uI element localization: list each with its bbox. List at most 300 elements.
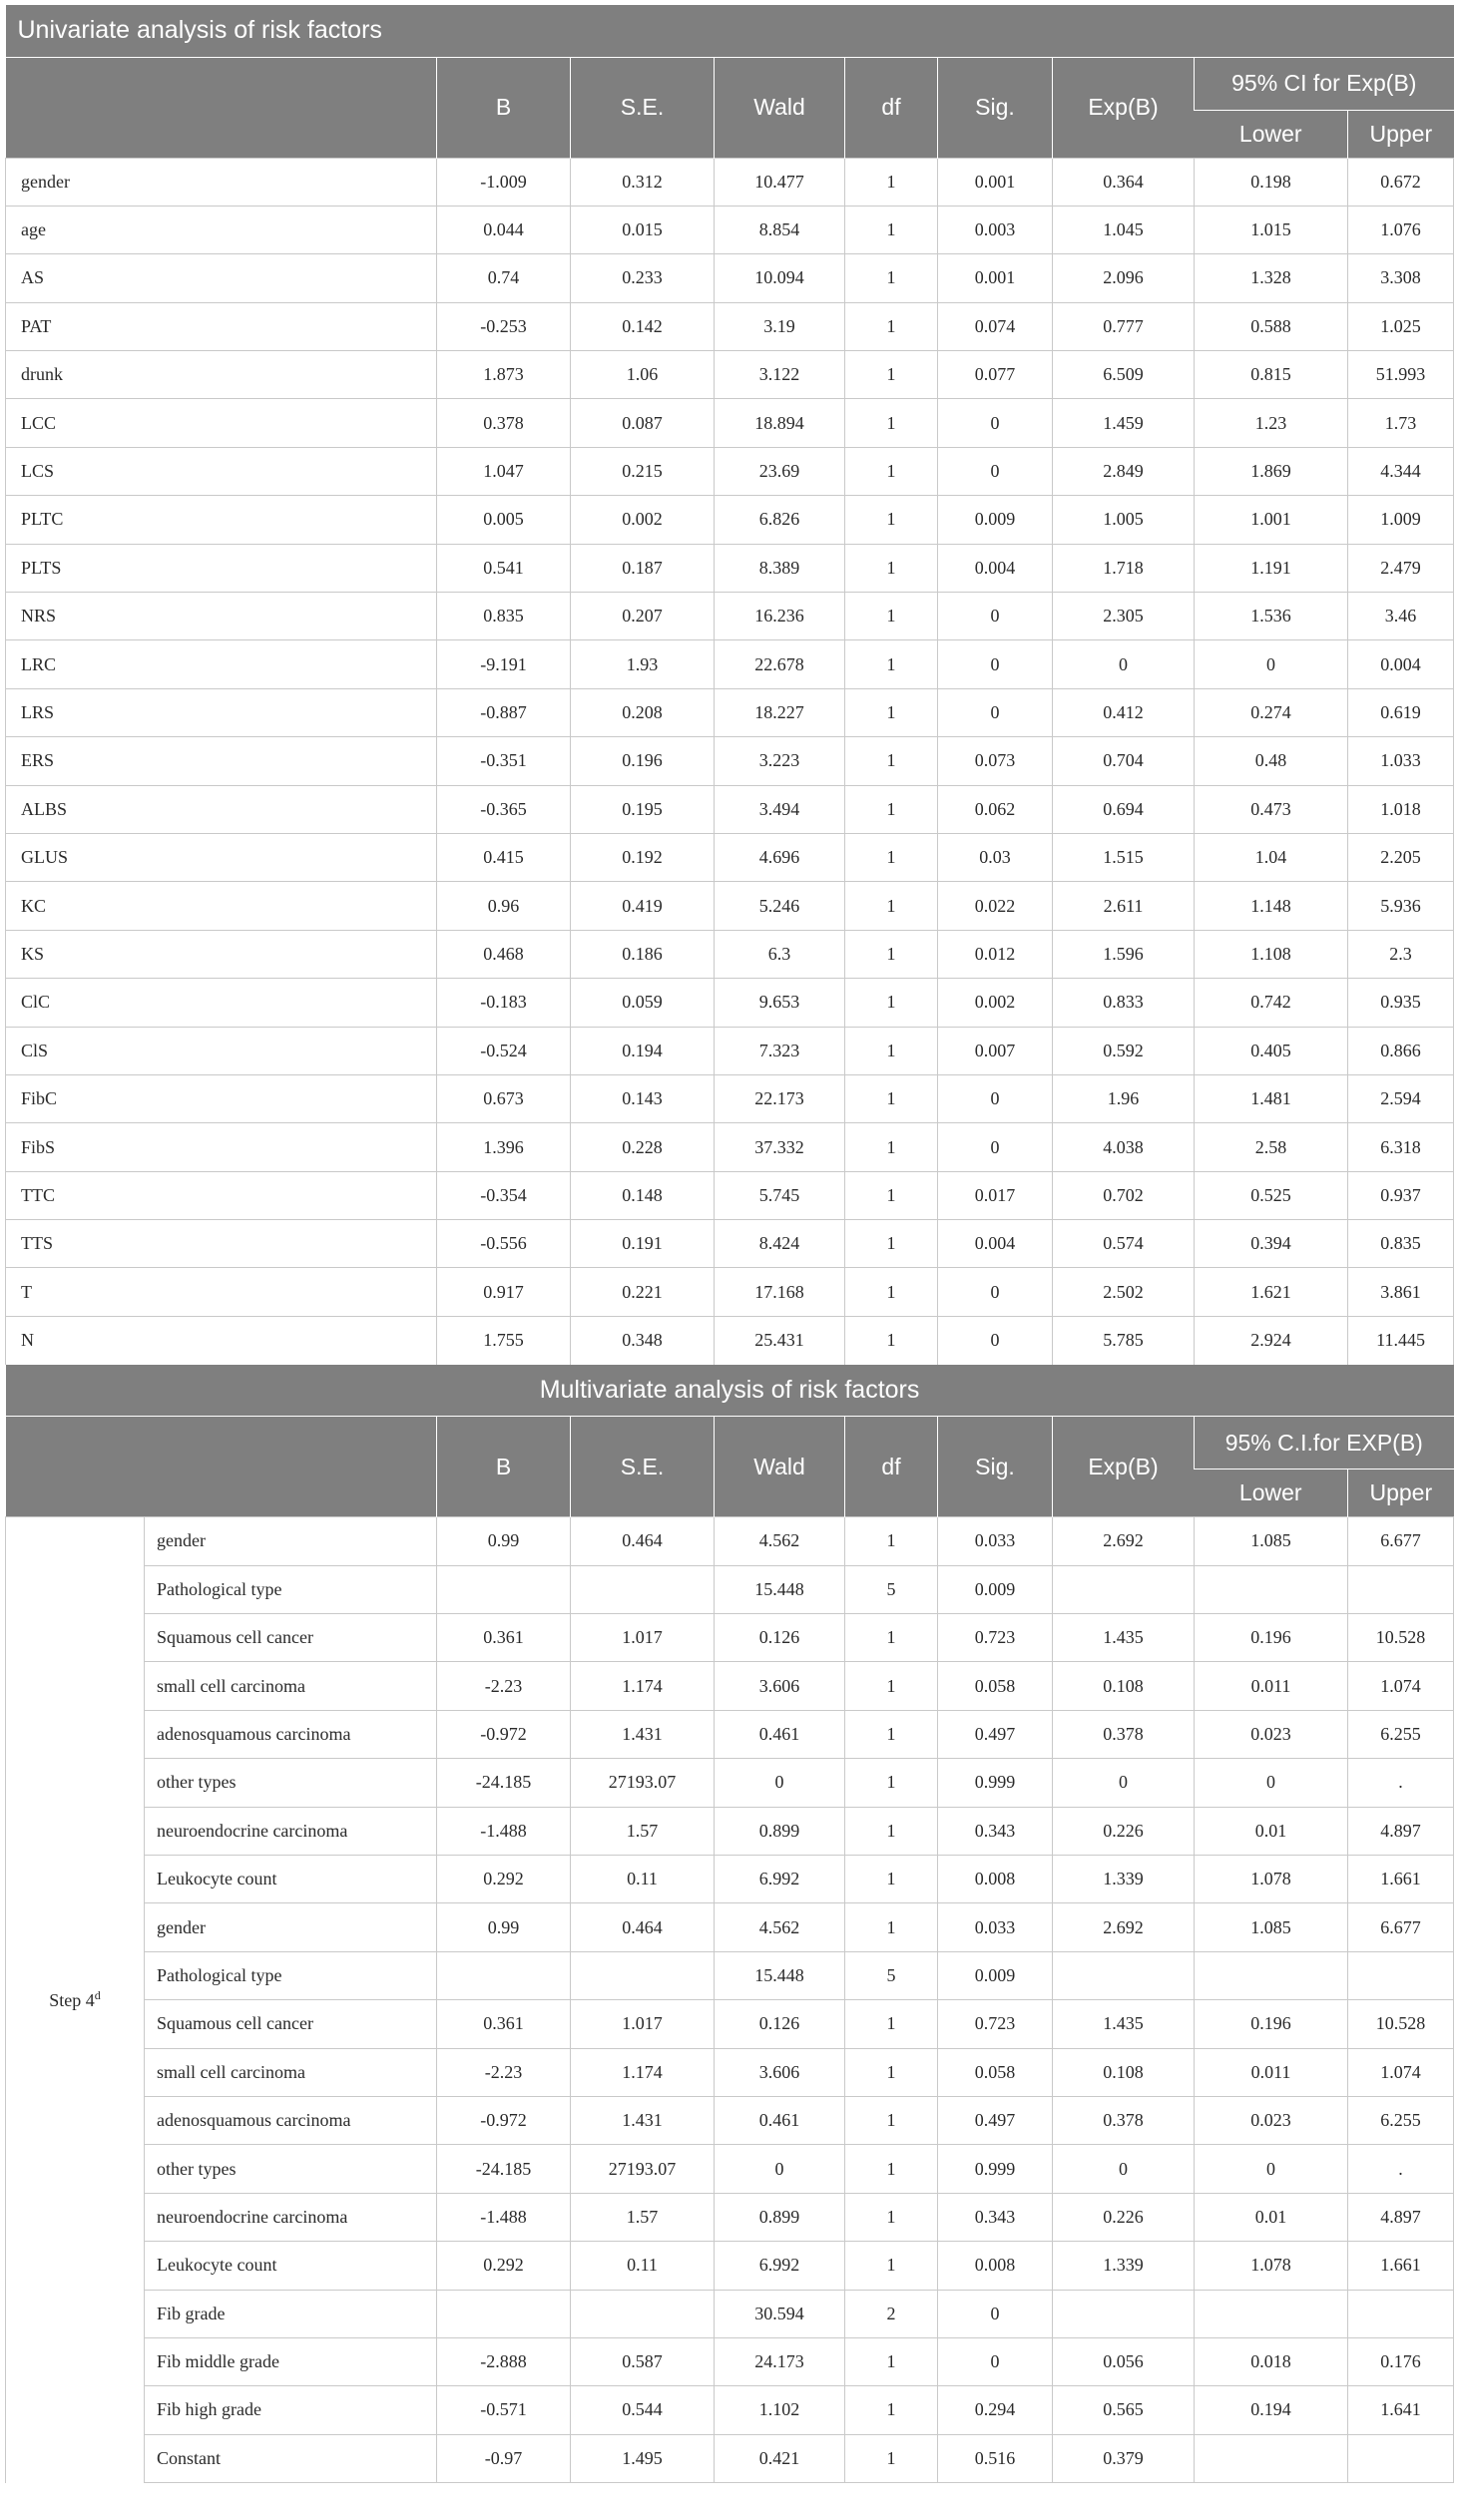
risk-factor-table bbox=[5, 5, 1454, 2483]
variable-name: Leukocyte count bbox=[145, 1856, 437, 1903]
table-row bbox=[6, 2145, 1454, 2193]
variable-name: Constant bbox=[145, 2434, 437, 2482]
regression-tables bbox=[5, 5, 1453, 2483]
table-cell: 0 bbox=[938, 399, 1053, 447]
table-row bbox=[6, 1662, 1454, 1710]
table-row bbox=[6, 206, 1454, 253]
table-cell: 3.494 bbox=[715, 785, 845, 833]
table-cell: 1.481 bbox=[1195, 1074, 1348, 1122]
table-cell: 8.424 bbox=[715, 1220, 845, 1268]
table-cell: 0.702 bbox=[1053, 1171, 1195, 1219]
header-expb: Exp(B) bbox=[1053, 57, 1195, 158]
variable-name: Fib high grade bbox=[145, 2386, 437, 2434]
table-cell: 0.461 bbox=[715, 1710, 845, 1758]
table-cell: 1.074 bbox=[1348, 2048, 1454, 2096]
variable-name: N bbox=[6, 1316, 437, 1364]
table-cell: 1.57 bbox=[571, 1807, 715, 1855]
table-cell: 0.004 bbox=[1348, 640, 1454, 688]
table-cell: 0.192 bbox=[571, 833, 715, 881]
table-cell: 0.004 bbox=[938, 544, 1053, 592]
header-se: S.E. bbox=[571, 1417, 715, 1517]
table-cell: 1 bbox=[845, 737, 938, 785]
table-cell: 0.143 bbox=[571, 1074, 715, 1122]
table-cell: 0.574 bbox=[1053, 1220, 1195, 1268]
table-cell: 0.058 bbox=[938, 2048, 1053, 2096]
table-cell: 1.076 bbox=[1348, 206, 1454, 253]
table-cell: 0 bbox=[938, 1123, 1053, 1171]
table-cell: 22.173 bbox=[715, 1074, 845, 1122]
table-cell: 1.078 bbox=[1195, 1856, 1348, 1903]
variable-name: small cell carcinoma bbox=[145, 2048, 437, 2096]
table-row bbox=[6, 158, 1454, 206]
table-cell: 0.292 bbox=[437, 1856, 571, 1903]
table-cell: 0.497 bbox=[938, 1710, 1053, 1758]
table-cell: 0.002 bbox=[571, 496, 715, 544]
table-cell: 2 bbox=[845, 2290, 938, 2337]
table-cell: 1 bbox=[845, 158, 938, 206]
table-cell: 0.937 bbox=[1348, 1171, 1454, 1219]
table-cell: -0.365 bbox=[437, 785, 571, 833]
table-row bbox=[6, 2193, 1454, 2241]
table-cell: 0 bbox=[938, 1074, 1053, 1122]
table-cell: 15.448 bbox=[715, 1951, 845, 1999]
table-cell: 2.502 bbox=[1053, 1268, 1195, 1316]
table-row bbox=[6, 1268, 1454, 1316]
table-cell: 2.611 bbox=[1053, 882, 1195, 930]
table-cell bbox=[1195, 1951, 1348, 1999]
table-cell: 1 bbox=[845, 979, 938, 1027]
table-cell bbox=[1348, 1565, 1454, 1613]
table-cell: 1.191 bbox=[1195, 544, 1348, 592]
table-cell: -0.354 bbox=[437, 1171, 571, 1219]
table-cell: 1 bbox=[845, 2145, 938, 2193]
table-cell bbox=[1053, 1565, 1195, 1613]
table-row bbox=[6, 351, 1454, 399]
table-cell: 1.04 bbox=[1195, 833, 1348, 881]
variable-name: FibS bbox=[6, 1123, 437, 1171]
table-cell: 0.009 bbox=[938, 1565, 1053, 1613]
table-cell: 0.002 bbox=[938, 979, 1053, 1027]
table-cell: 0.004 bbox=[938, 1220, 1053, 1268]
table-cell: 0.468 bbox=[437, 930, 571, 978]
header-b: B bbox=[437, 1417, 571, 1517]
table-cell: 0.292 bbox=[437, 2242, 571, 2290]
variable-name: FibC bbox=[6, 1074, 437, 1122]
table-cell: 10.528 bbox=[1348, 1614, 1454, 1662]
table-cell: 0.196 bbox=[1195, 2000, 1348, 2048]
header-wald: Wald bbox=[715, 1417, 845, 1517]
header-ci-upper: Upper bbox=[1348, 1470, 1454, 1517]
table-cell: 0.274 bbox=[1195, 688, 1348, 736]
table-row bbox=[6, 688, 1454, 736]
table-cell: 1.033 bbox=[1348, 737, 1454, 785]
table-cell: 4.038 bbox=[1053, 1123, 1195, 1171]
table-cell: 0.059 bbox=[571, 979, 715, 1027]
table-cell: 1 bbox=[845, 2434, 938, 2482]
table-cell: 0.142 bbox=[571, 302, 715, 350]
table-cell: 0.023 bbox=[1195, 1710, 1348, 1758]
table-cell: 1.005 bbox=[1053, 496, 1195, 544]
table-cell: 1.431 bbox=[571, 1710, 715, 1758]
table-cell: 0.999 bbox=[938, 2145, 1053, 2193]
table-cell: 0.899 bbox=[715, 2193, 845, 2241]
table-cell: 3.861 bbox=[1348, 1268, 1454, 1316]
table-cell: 0 bbox=[715, 1759, 845, 1807]
table-cell: 0.186 bbox=[571, 930, 715, 978]
table-cell: 0.005 bbox=[437, 496, 571, 544]
table-cell: 1 bbox=[845, 833, 938, 881]
table-cell: 0.007 bbox=[938, 1027, 1053, 1074]
table-row bbox=[6, 737, 1454, 785]
table-cell: 1.718 bbox=[1053, 544, 1195, 592]
table-cell: 1.661 bbox=[1348, 2242, 1454, 2290]
table-cell: 0 bbox=[1053, 1759, 1195, 1807]
table-cell: 0.126 bbox=[715, 2000, 845, 2048]
table-cell: 0.073 bbox=[938, 737, 1053, 785]
table-cell: 0.899 bbox=[715, 1807, 845, 1855]
table-cell: 0.815 bbox=[1195, 351, 1348, 399]
table-cell: -24.185 bbox=[437, 2145, 571, 2193]
table-cell: 5.785 bbox=[1053, 1316, 1195, 1364]
table-cell: 0.226 bbox=[1053, 2193, 1195, 2241]
table-cell: 4.344 bbox=[1348, 447, 1454, 495]
table-cell: 16.236 bbox=[715, 593, 845, 640]
table-cell: 1 bbox=[845, 1614, 938, 1662]
table-cell: 7.323 bbox=[715, 1027, 845, 1074]
table-row bbox=[6, 640, 1454, 688]
table-cell: 0.215 bbox=[571, 447, 715, 495]
table-cell: 0.361 bbox=[437, 2000, 571, 2048]
table-row bbox=[6, 399, 1454, 447]
table-cell: -0.183 bbox=[437, 979, 571, 1027]
variable-name: age bbox=[6, 206, 437, 253]
table-cell: 0.108 bbox=[1053, 2048, 1195, 2096]
table-cell: 1.755 bbox=[437, 1316, 571, 1364]
table-cell: 0 bbox=[715, 2145, 845, 2193]
table-cell: 0.312 bbox=[571, 158, 715, 206]
variable-name: PAT bbox=[6, 302, 437, 350]
table-cell: 0.364 bbox=[1053, 158, 1195, 206]
table-cell: 1 bbox=[845, 1220, 938, 1268]
table-cell: 0.415 bbox=[437, 833, 571, 881]
table-cell: 1.435 bbox=[1053, 1614, 1195, 1662]
table-cell: 0.022 bbox=[938, 882, 1053, 930]
table-cell: 0.221 bbox=[571, 1268, 715, 1316]
table-row bbox=[6, 882, 1454, 930]
table-cell: 51.993 bbox=[1348, 351, 1454, 399]
table-cell: 1.017 bbox=[571, 2000, 715, 2048]
variable-name: PLTC bbox=[6, 496, 437, 544]
table-cell bbox=[1053, 1951, 1195, 1999]
variable-name: Squamous cell cancer bbox=[145, 1614, 437, 1662]
variable-name: ALBS bbox=[6, 785, 437, 833]
table-cell: 1 bbox=[845, 1316, 938, 1364]
variable-name: adenosquamous carcinoma bbox=[145, 1710, 437, 1758]
table-cell: 2.58 bbox=[1195, 1123, 1348, 1171]
table-cell: 1 bbox=[845, 447, 938, 495]
header-b: B bbox=[437, 57, 571, 158]
table-cell: 1 bbox=[845, 1759, 938, 1807]
table-cell: 0.833 bbox=[1053, 979, 1195, 1027]
table-cell: 1.621 bbox=[1195, 1268, 1348, 1316]
table-cell: 0.176 bbox=[1348, 2337, 1454, 2385]
variable-name: KC bbox=[6, 882, 437, 930]
table-cell: 1 bbox=[845, 2000, 938, 2048]
table-cell: 1.047 bbox=[437, 447, 571, 495]
table-cell: 1.873 bbox=[437, 351, 571, 399]
header-expb: Exp(B) bbox=[1053, 1417, 1195, 1517]
table-cell: 0.419 bbox=[571, 882, 715, 930]
table-cell: 1.174 bbox=[571, 2048, 715, 2096]
table-cell: 0.464 bbox=[571, 1517, 715, 1565]
table-cell bbox=[1195, 2290, 1348, 2337]
table-cell: 1 bbox=[845, 1807, 938, 1855]
table-cell: 1 bbox=[845, 1027, 938, 1074]
table-row bbox=[6, 1710, 1454, 1758]
table-cell: 0.033 bbox=[938, 1517, 1053, 1565]
table-cell: 2.849 bbox=[1053, 447, 1195, 495]
table-cell: 6.255 bbox=[1348, 2096, 1454, 2144]
table-cell: 0.058 bbox=[938, 1662, 1053, 1710]
table-cell: 2.924 bbox=[1195, 1316, 1348, 1364]
table-cell: 0.01 bbox=[1195, 1807, 1348, 1855]
variable-name: Fib grade bbox=[145, 2290, 437, 2337]
table-cell: 0.009 bbox=[938, 1951, 1053, 1999]
table-cell: 1 bbox=[845, 640, 938, 688]
table-cell: 1.93 bbox=[571, 640, 715, 688]
table-cell: 0.108 bbox=[1053, 1662, 1195, 1710]
table-cell: 0.056 bbox=[1053, 2337, 1195, 2385]
table-cell: 0.935 bbox=[1348, 979, 1454, 1027]
table-cell: 10.528 bbox=[1348, 2000, 1454, 2048]
table-cell: -0.351 bbox=[437, 737, 571, 785]
table-row bbox=[6, 1123, 1454, 1171]
table-cell: 0.126 bbox=[715, 1614, 845, 1662]
table-cell: 0.195 bbox=[571, 785, 715, 833]
table-cell: 4.897 bbox=[1348, 2193, 1454, 2241]
table-cell: 0 bbox=[1195, 1759, 1348, 1807]
table-row bbox=[6, 2000, 1454, 2048]
table-cell: 0.198 bbox=[1195, 158, 1348, 206]
table-cell: 0.062 bbox=[938, 785, 1053, 833]
table-cell: 4.897 bbox=[1348, 1807, 1454, 1855]
table-cell: 0.087 bbox=[571, 399, 715, 447]
table-cell: 0 bbox=[938, 2337, 1053, 2385]
table-cell: 1.495 bbox=[571, 2434, 715, 2482]
table-row bbox=[6, 2096, 1454, 2144]
table-cell: 0.008 bbox=[938, 1856, 1053, 1903]
header-ci-lower: Lower bbox=[1195, 1470, 1348, 1517]
table-cell: 0.01 bbox=[1195, 2193, 1348, 2241]
variable-name: Pathological type bbox=[145, 1565, 437, 1613]
table-cell: 0.023 bbox=[1195, 2096, 1348, 2144]
table-cell bbox=[1348, 1951, 1454, 1999]
table-cell: -2.888 bbox=[437, 2337, 571, 2385]
variable-name: LRS bbox=[6, 688, 437, 736]
table-cell: 0.541 bbox=[437, 544, 571, 592]
table-row bbox=[6, 979, 1454, 1027]
table-cell: 0.017 bbox=[938, 1171, 1053, 1219]
table-cell: 22.678 bbox=[715, 640, 845, 688]
variable-name: small cell carcinoma bbox=[145, 1662, 437, 1710]
header-se: S.E. bbox=[571, 57, 715, 158]
table-cell: 0.012 bbox=[938, 930, 1053, 978]
table-cell: 0.11 bbox=[571, 1856, 715, 1903]
table-row bbox=[6, 930, 1454, 978]
variable-name: LCC bbox=[6, 399, 437, 447]
table-cell: 2.594 bbox=[1348, 1074, 1454, 1122]
table-cell: 11.445 bbox=[1348, 1316, 1454, 1364]
table-row bbox=[6, 496, 1454, 544]
table-cell: 0.516 bbox=[938, 2434, 1053, 2482]
multivariate-title: Multivariate analysis of risk factors bbox=[6, 1365, 1454, 1417]
univariate-title: Univariate analysis of risk factors bbox=[6, 5, 1454, 57]
table-cell: 23.69 bbox=[715, 447, 845, 495]
table-cell: 0.917 bbox=[437, 1268, 571, 1316]
table-cell: 1.018 bbox=[1348, 785, 1454, 833]
table-cell: 27193.07 bbox=[571, 1759, 715, 1807]
header-df: df bbox=[845, 57, 938, 158]
table-cell: 1.085 bbox=[1195, 1517, 1348, 1565]
table-cell: -0.887 bbox=[437, 688, 571, 736]
table-cell: 6.509 bbox=[1053, 351, 1195, 399]
table-cell: 0.148 bbox=[571, 1171, 715, 1219]
table-cell: 6.677 bbox=[1348, 1903, 1454, 1951]
table-cell: 1 bbox=[845, 882, 938, 930]
table-row bbox=[6, 2290, 1454, 2337]
table-cell: 1 bbox=[845, 593, 938, 640]
table-cell: 0.777 bbox=[1053, 302, 1195, 350]
table-cell bbox=[437, 2290, 571, 2337]
table-cell: 17.168 bbox=[715, 1268, 845, 1316]
table-cell: 10.477 bbox=[715, 158, 845, 206]
table-cell bbox=[571, 2290, 715, 2337]
variable-header bbox=[6, 1417, 437, 1517]
table-cell: 1 bbox=[845, 254, 938, 302]
table-cell: 1 bbox=[845, 2242, 938, 2290]
table-cell: 5 bbox=[845, 1951, 938, 1999]
variable-name: drunk bbox=[6, 351, 437, 399]
table-cell: 3.606 bbox=[715, 2048, 845, 2096]
variable-name: LCS bbox=[6, 447, 437, 495]
table-row bbox=[6, 1951, 1454, 1999]
table-cell: 27193.07 bbox=[571, 2145, 715, 2193]
table-cell bbox=[437, 1951, 571, 1999]
table-cell: 0.464 bbox=[571, 1903, 715, 1951]
table-cell: 0 bbox=[1195, 640, 1348, 688]
table-cell: 0.033 bbox=[938, 1903, 1053, 1951]
table-cell: 6.992 bbox=[715, 2242, 845, 2290]
table-cell: 0 bbox=[938, 1268, 1053, 1316]
variable-name: AS bbox=[6, 254, 437, 302]
table-cell: 1.536 bbox=[1195, 593, 1348, 640]
table-cell: 0.588 bbox=[1195, 302, 1348, 350]
table-cell: 1.108 bbox=[1195, 930, 1348, 978]
table-row bbox=[6, 1517, 1454, 1565]
table-cell: 0.343 bbox=[938, 2193, 1053, 2241]
table-cell: 0.48 bbox=[1195, 737, 1348, 785]
variable-name: TTC bbox=[6, 1171, 437, 1219]
table-cell: 0.077 bbox=[938, 351, 1053, 399]
variable-header bbox=[6, 57, 437, 158]
table-cell: 1 bbox=[845, 930, 938, 978]
variable-name: GLUS bbox=[6, 833, 437, 881]
table-cell: 0.421 bbox=[715, 2434, 845, 2482]
table-cell: 0.194 bbox=[571, 1027, 715, 1074]
table-cell: 1 bbox=[845, 1903, 938, 1951]
variable-name: KS bbox=[6, 930, 437, 978]
table-cell: 1.06 bbox=[571, 351, 715, 399]
table-cell: 0.378 bbox=[1053, 1710, 1195, 1758]
table-cell: 2.205 bbox=[1348, 833, 1454, 881]
table-cell: -9.191 bbox=[437, 640, 571, 688]
table-cell: 0.394 bbox=[1195, 1220, 1348, 1268]
table-row bbox=[6, 1074, 1454, 1122]
table-cell: 0 bbox=[1195, 2145, 1348, 2193]
table-cell: 0.525 bbox=[1195, 1171, 1348, 1219]
table-cell: 1.025 bbox=[1348, 302, 1454, 350]
table-row bbox=[6, 1027, 1454, 1074]
table-cell: 0 bbox=[938, 593, 1053, 640]
table-cell: 1 bbox=[845, 351, 938, 399]
table-cell: 0 bbox=[938, 1316, 1053, 1364]
table-row bbox=[6, 1759, 1454, 1807]
table-row bbox=[6, 254, 1454, 302]
table-cell: -0.972 bbox=[437, 1710, 571, 1758]
table-cell: 2.692 bbox=[1053, 1517, 1195, 1565]
table-cell: 18.227 bbox=[715, 688, 845, 736]
table-cell: 0.074 bbox=[938, 302, 1053, 350]
table-cell: -2.23 bbox=[437, 2048, 571, 2096]
table-cell: 18.894 bbox=[715, 399, 845, 447]
table-cell: 9.653 bbox=[715, 979, 845, 1027]
table-cell: 1 bbox=[845, 688, 938, 736]
table-cell bbox=[1195, 2434, 1348, 2482]
header-ci-upper: Upper bbox=[1348, 110, 1454, 158]
table-cell: 1 bbox=[845, 2193, 938, 2241]
table-row bbox=[6, 1856, 1454, 1903]
table-cell: 4.696 bbox=[715, 833, 845, 881]
table-cell: 0.208 bbox=[571, 688, 715, 736]
table-cell: 1.96 bbox=[1053, 1074, 1195, 1122]
table-row bbox=[6, 1614, 1454, 1662]
table-row bbox=[6, 785, 1454, 833]
table-cell: -24.185 bbox=[437, 1759, 571, 1807]
table-row bbox=[6, 447, 1454, 495]
table-cell: 1.57 bbox=[571, 2193, 715, 2241]
table-cell: 0.011 bbox=[1195, 2048, 1348, 2096]
table-cell: 1 bbox=[845, 399, 938, 447]
table-cell: 1.078 bbox=[1195, 2242, 1348, 2290]
table-cell: 1 bbox=[845, 1856, 938, 1903]
variable-name: Fib middle grade bbox=[145, 2337, 437, 2385]
table-cell: 24.173 bbox=[715, 2337, 845, 2385]
table-cell: 1.431 bbox=[571, 2096, 715, 2144]
header-sig: Sig. bbox=[938, 57, 1053, 158]
table-cell: 1.661 bbox=[1348, 1856, 1454, 1903]
header-df: df bbox=[845, 1417, 938, 1517]
table-cell: 0.011 bbox=[1195, 1662, 1348, 1710]
table-cell: . bbox=[1348, 2145, 1454, 2193]
table-cell bbox=[437, 1565, 571, 1613]
table-row bbox=[6, 1807, 1454, 1855]
table-cell: -2.23 bbox=[437, 1662, 571, 1710]
variable-name: adenosquamous carcinoma bbox=[145, 2096, 437, 2144]
table-cell: 1.339 bbox=[1053, 1856, 1195, 1903]
header-ci-lower: Lower bbox=[1195, 110, 1348, 158]
table-row bbox=[6, 2048, 1454, 2096]
table-cell: 0.99 bbox=[437, 1517, 571, 1565]
